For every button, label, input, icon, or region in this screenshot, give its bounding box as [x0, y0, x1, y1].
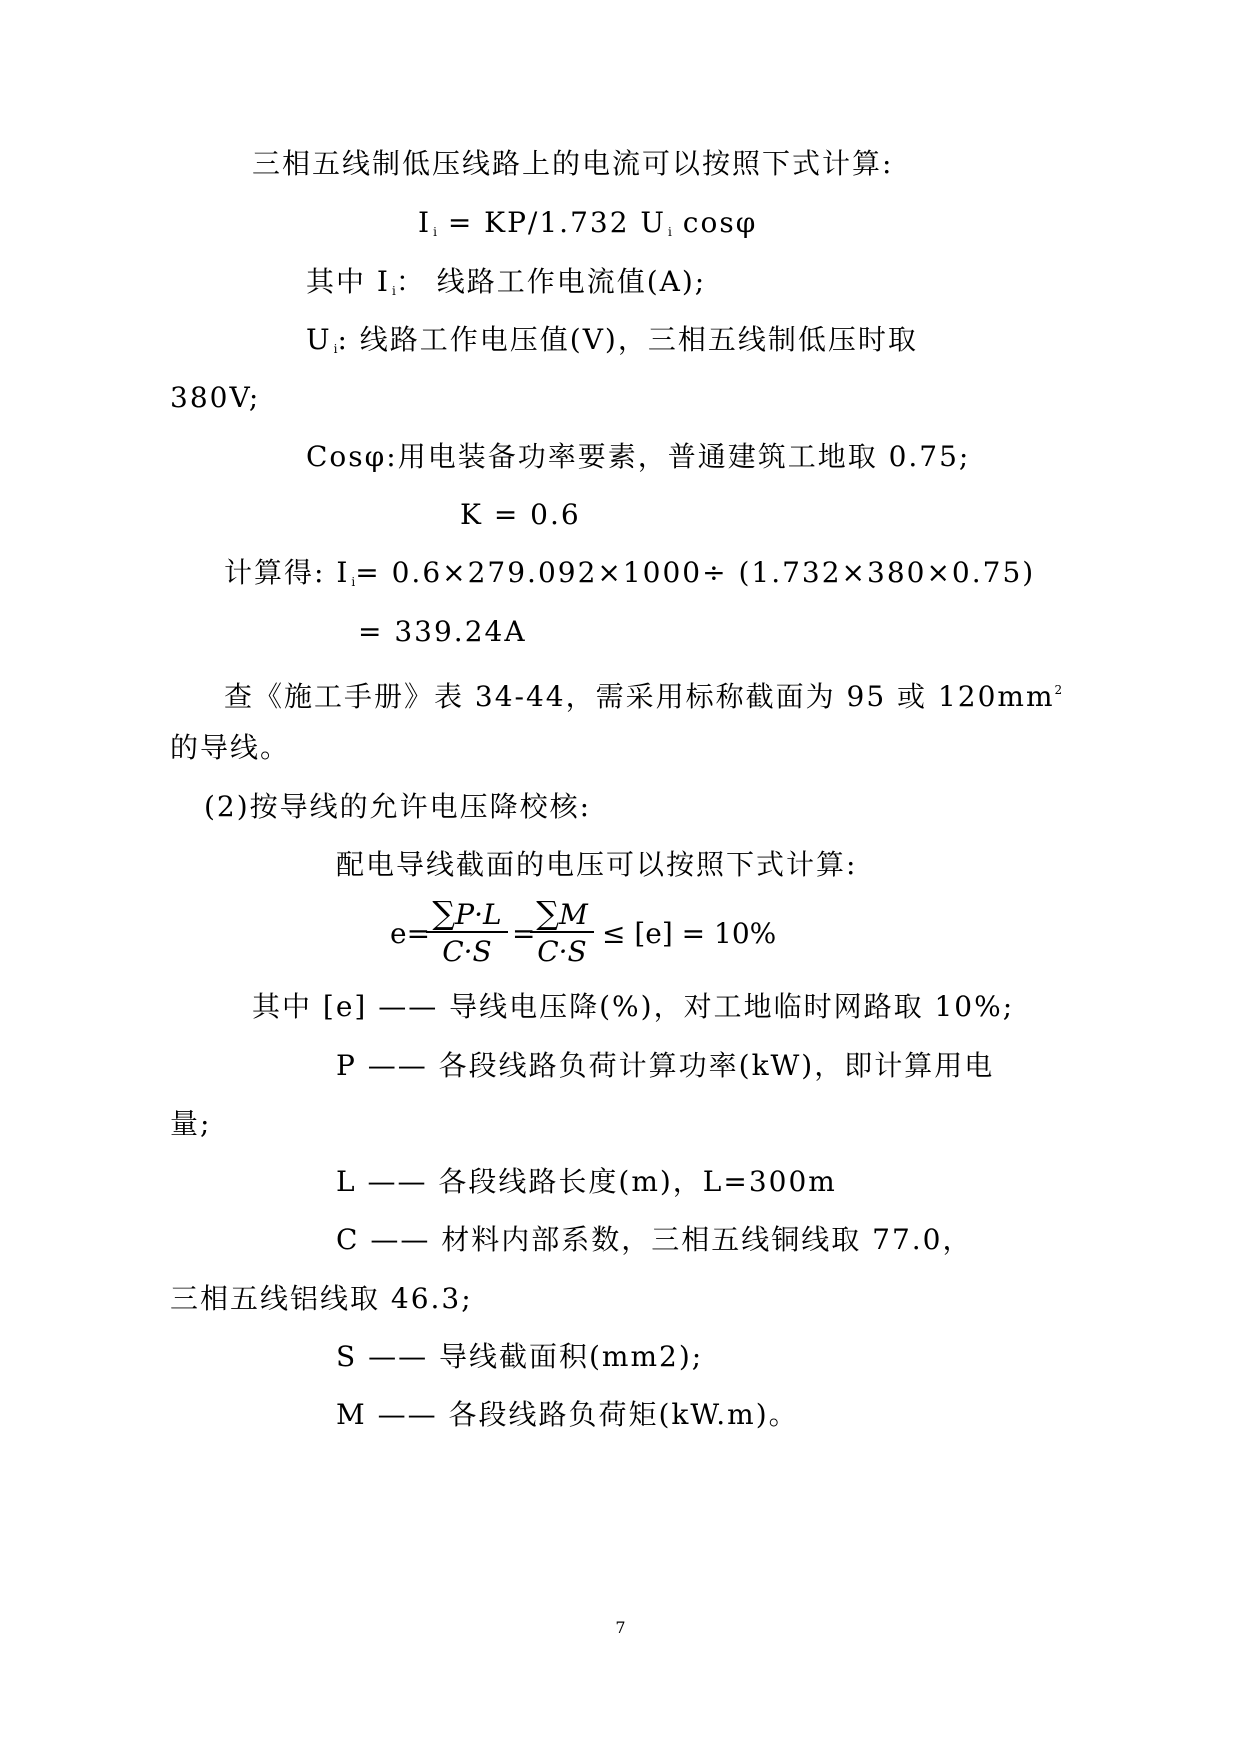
text-span: 配电导线截面的电压可以按照下式计算:: [336, 848, 858, 881]
text-span: = 0.6×279.092×1000÷ (1.732×380×0.75): [355, 556, 1036, 589]
definition-c-cont: [170, 1279, 473, 1319]
text-span: ： 线路工作电流值(A);: [395, 265, 707, 298]
text-span: 380V;: [170, 381, 261, 414]
definition-e: [252, 987, 1014, 1027]
numerator-text: P·L: [455, 898, 502, 931]
text-span: M —— 各段线路负荷矩(kW.m)。: [336, 1398, 799, 1431]
subscript: i: [351, 575, 356, 589]
text-span: : 线路工作电压值(V)，三相五线制低压时取: [337, 323, 918, 356]
calculation-line: [224, 553, 1035, 602]
numerator-text: M: [559, 898, 588, 931]
definition-current: [306, 262, 706, 311]
voltage-formula-intro: [336, 845, 857, 885]
text-span: cosφ: [682, 206, 758, 239]
subscript: i: [668, 225, 672, 239]
fraction-pl-cs: [424, 895, 510, 969]
text-span: (2)按导线的允许电压降校核:: [204, 790, 592, 823]
sigma-symbol: ∑: [536, 894, 560, 932]
definition-power-factor: [306, 437, 970, 477]
text-span: C —— 材料内部系数，三相五线铜线取 77.0，: [336, 1223, 973, 1256]
handbook-reference: [224, 670, 1062, 717]
text-span: K = 0.6: [460, 498, 581, 531]
text-span: 计算得: I: [224, 556, 350, 589]
formula-equals: =: [512, 917, 536, 950]
fraction-numerator: [528, 895, 596, 931]
section-heading-voltage-drop: [204, 787, 591, 827]
calculation-result: [358, 612, 527, 652]
text-span: S —— 导线截面积(mm2);: [336, 1340, 704, 1373]
fraction-numerator: [424, 895, 510, 931]
page-number: 7: [615, 1618, 626, 1637]
handbook-reference-cont: [170, 728, 290, 768]
text-span: L —— 各段线路长度(m)，L=300m: [336, 1165, 837, 1198]
text-span: P —— 各段线路负荷计算功率(kW)，即计算用电: [336, 1049, 995, 1082]
definition-voltage-cont: [170, 378, 260, 418]
definition-c: [336, 1220, 972, 1260]
definition-voltage: [306, 320, 918, 369]
text-span: = 339.24A: [358, 615, 527, 648]
subscript: i: [391, 284, 396, 298]
definition-p-cont: [170, 1104, 211, 1144]
text-span: 量;: [170, 1107, 212, 1140]
text-span: = KP/1.732 U: [447, 206, 667, 239]
subscript: i: [433, 225, 437, 239]
definition-l: [336, 1162, 837, 1202]
fraction-m-cs: [528, 895, 596, 969]
definition-s: [336, 1337, 703, 1377]
formula-rhs: ≤ [e] = 10%: [602, 917, 777, 950]
text-line-current-formula-intro: [252, 144, 893, 184]
fraction-denominator: C·S: [442, 935, 492, 968]
superscript: 2: [1054, 683, 1063, 697]
text-span: 三相五线制低压线路上的电流可以按照下式计算:: [252, 147, 894, 180]
text-span: 查《施工手册》表 34-44，需采用标称截面为 95 或 120mm: [224, 680, 1055, 713]
formula-lhs: e=: [390, 917, 431, 950]
text-span: 三相五线铝线取 46.3;: [170, 1282, 473, 1315]
current-formula: [418, 203, 757, 252]
subscript: i: [333, 342, 338, 356]
text-span: 的导线。: [170, 731, 291, 764]
text-span: I: [418, 206, 432, 239]
sigma-symbol: ∑: [432, 894, 456, 932]
text-span: 其中 [e] —— 导线电压降(%)，对工地临时网路取 10%;: [252, 990, 1015, 1023]
coefficient-k: [460, 495, 581, 535]
text-span: U: [306, 323, 332, 356]
definition-p: [336, 1046, 994, 1086]
definition-m: [336, 1395, 799, 1435]
fraction-denominator: C·S: [537, 935, 587, 968]
text-span: 其中 I: [306, 265, 390, 298]
text-span: Cosφ:用电装备功率要素，普通建筑工地取 0.75;: [306, 440, 971, 473]
